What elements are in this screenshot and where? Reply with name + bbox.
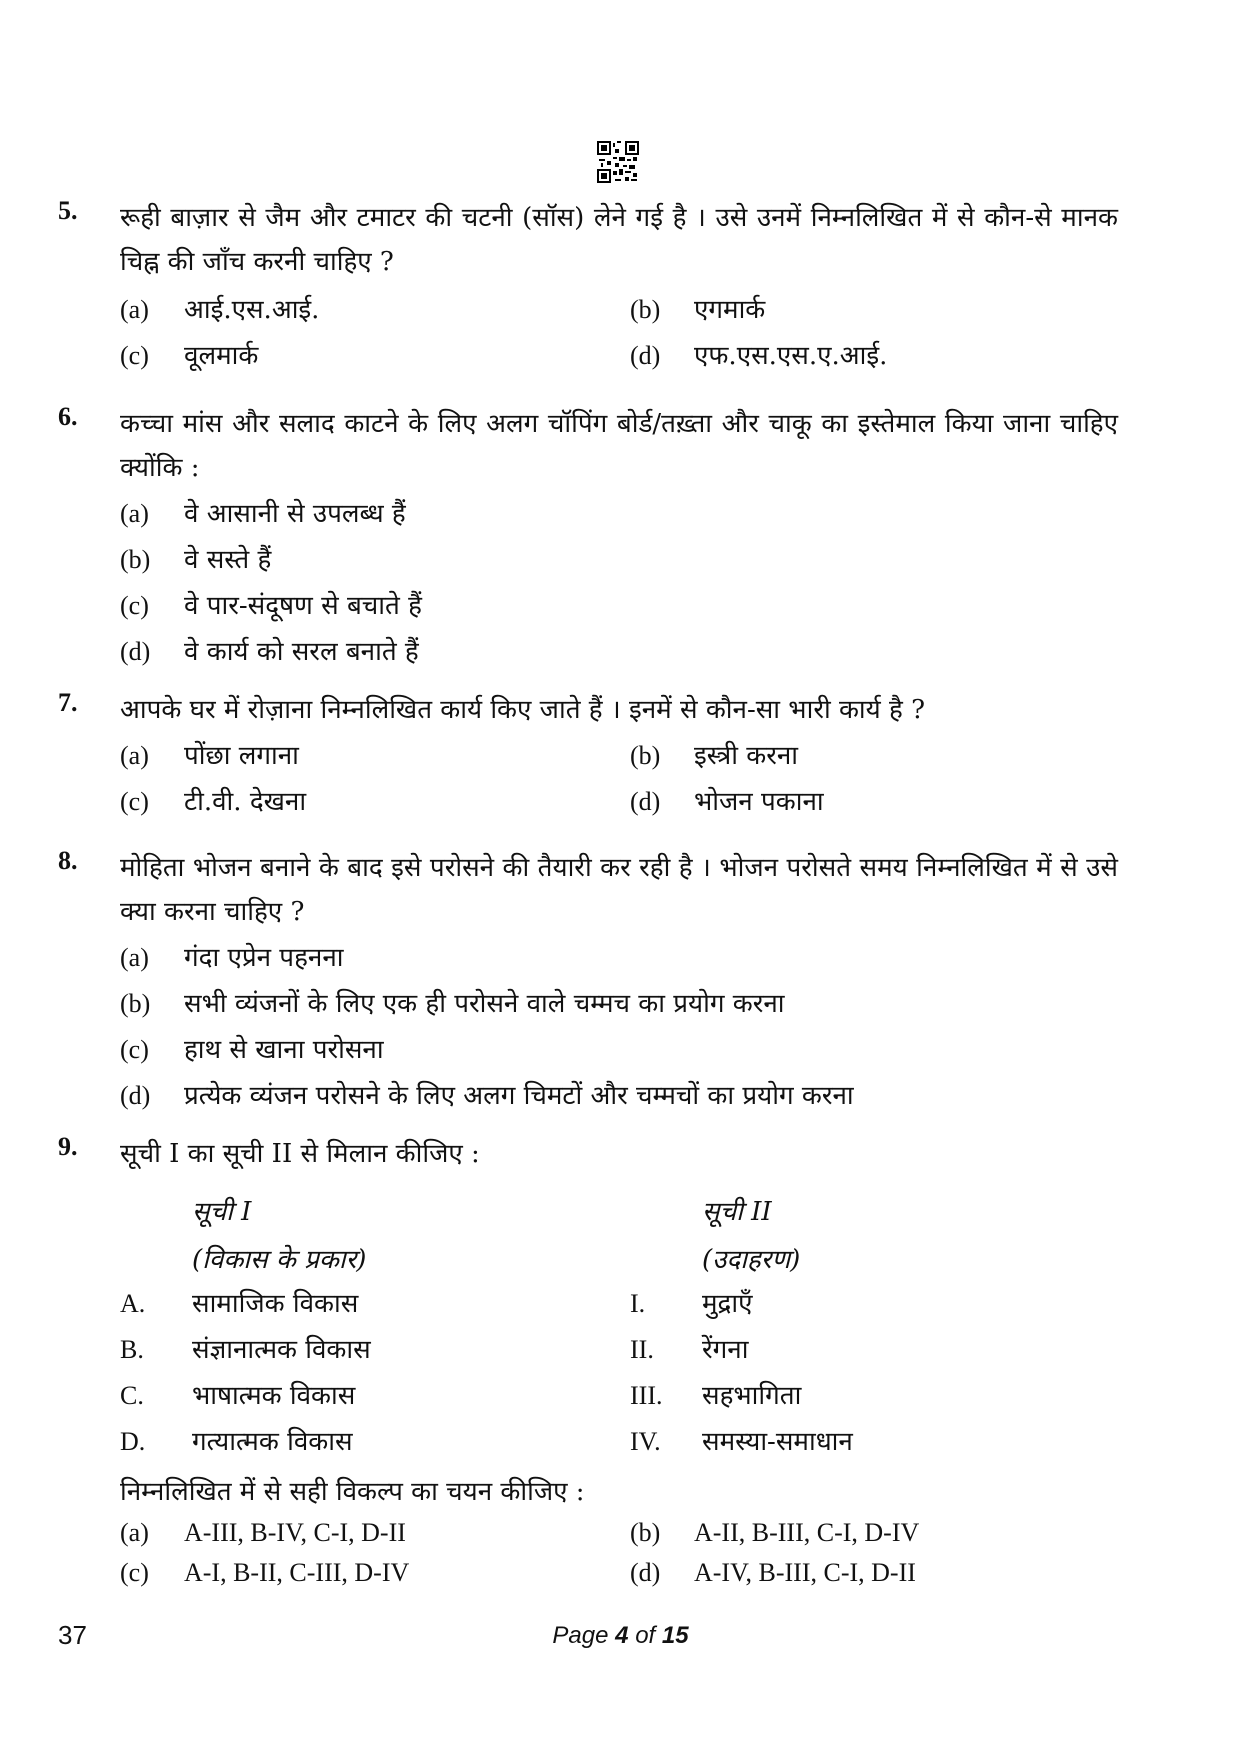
question-text: सूची I का सूची II से मिलान कीजिए : — [120, 1139, 480, 1169]
option-d: (d) A-IV, B-III, C-I, D-II — [630, 1558, 916, 1587]
option-a: (a) A-III, B-IV, C-I, D-II — [120, 1518, 406, 1547]
list1-title: सूची I — [192, 1197, 252, 1227]
question-7 — [58, 688, 1118, 828]
option-d: (d) वे कार्य को सरल बनाते हैं — [120, 637, 419, 667]
options — [120, 1518, 1118, 1598]
option-b: (b) एगमार्क — [630, 295, 766, 325]
option-d: (d) भोजन पकाना — [630, 787, 824, 817]
option-c: (c) वे पार-संदूषण से बचाते हैं — [120, 591, 422, 621]
option-c: (c) A-I, B-II, C-III, D-IV — [120, 1558, 410, 1587]
options — [120, 494, 1118, 678]
list1-subtitle: (विकास के प्रकार) — [192, 1245, 367, 1275]
list2-subtitle: (उदाहरण) — [702, 1245, 801, 1275]
list1-item: C. भाषात्मक विकास — [120, 1381, 356, 1411]
list2-item: I. मुद्राएँ — [630, 1289, 753, 1319]
list2-title: सूची II — [702, 1197, 772, 1227]
option-d: (d) प्रत्येक व्यंजन परोसने के लिए अलग चिमटों और चम्मचों का प्रयोग करना — [120, 1081, 854, 1111]
option-b: (b) A-II, B-III, C-I, D-IV — [630, 1518, 920, 1547]
option-a: (a) वे आसानी से उपलब्ध हैं — [120, 499, 406, 529]
question-text: रूही बाज़ार से जैम और टमाटर की चटनी (सॉस) लेने गई है । उसे उनमें निम्नलिखित में से कौन-से मानक चिह्न की जाँच करनी चाहिए ? — [120, 203, 1118, 277]
question-text: कच्चा मांस और सलाद काटने के लिए अलग चॉपिंग बोर्ड/तख़्ता और चाकू का इस्तेमाल किया जाना चाहिए क्योंकि : — [120, 409, 1118, 483]
question-text: मोहिता भोजन बनाने के बाद इसे परोसने की तैयारी कर रही है । भोजन परोसते समय निम्नलिखित में से उसे क्या करना चाहिए ? — [120, 853, 1118, 927]
option-c: (c) टी.वी. देखना — [120, 787, 307, 817]
page-indicator: Page 4 of 15 — [552, 1622, 689, 1649]
option-b: (b) सभी व्यंजनों के लिए एक ही परोसने वाले चम्मच का प्रयोग करना — [120, 989, 785, 1019]
question-8 — [58, 846, 1118, 1122]
option-b: (b) वे सस्ते हैं — [120, 545, 272, 575]
option-c: (c) हाथ से खाना परोसना — [120, 1035, 384, 1065]
question-number: 7. — [58, 688, 78, 717]
question-text: आपके घर में रोज़ाना निम्नलिखित कार्य किए जाते हैं । इनमें से कौन-सा भारी कार्य है ? — [120, 695, 926, 725]
option-a: (a) गंदा एप्रेन पहनना — [120, 943, 344, 973]
options — [120, 938, 1118, 1122]
match-table — [120, 1188, 1118, 1468]
question-number: 9. — [58, 1132, 78, 1161]
instruction: निम्नलिखित में से सही विकल्प का चयन कीजिए : — [120, 1477, 585, 1507]
question-number: 8. — [58, 846, 78, 875]
option-a: (a) पोंछा लगाना — [120, 741, 299, 771]
question-number: 6. — [58, 402, 78, 431]
options — [120, 290, 1118, 382]
option-c: (c) वूलमार्क — [120, 341, 259, 371]
paper-code: 37 — [58, 1620, 87, 1650]
option-a: (a) आई.एस.आई. — [120, 295, 320, 325]
list1-item: A. सामाजिक विकास — [120, 1289, 359, 1319]
list2-item: IV. समस्या-समाधान — [630, 1427, 853, 1457]
list2-item: II. रेंगना — [630, 1335, 749, 1365]
options — [120, 736, 1118, 828]
option-d: (d) एफ.एस.एस.ए.आई. — [630, 341, 888, 371]
list2-item: III. सहभागिता — [630, 1381, 802, 1411]
question-5 — [58, 196, 1118, 382]
list1-item: D. गत्यात्मक विकास — [120, 1427, 353, 1457]
option-b: (b) इस्त्री करना — [630, 741, 798, 771]
question-6 — [58, 402, 1118, 678]
question-number: 5. — [58, 196, 78, 225]
qr-code-icon — [597, 141, 639, 183]
list1-item: B. संज्ञानात्मक विकास — [120, 1335, 371, 1365]
question-9 — [58, 1132, 1118, 1598]
